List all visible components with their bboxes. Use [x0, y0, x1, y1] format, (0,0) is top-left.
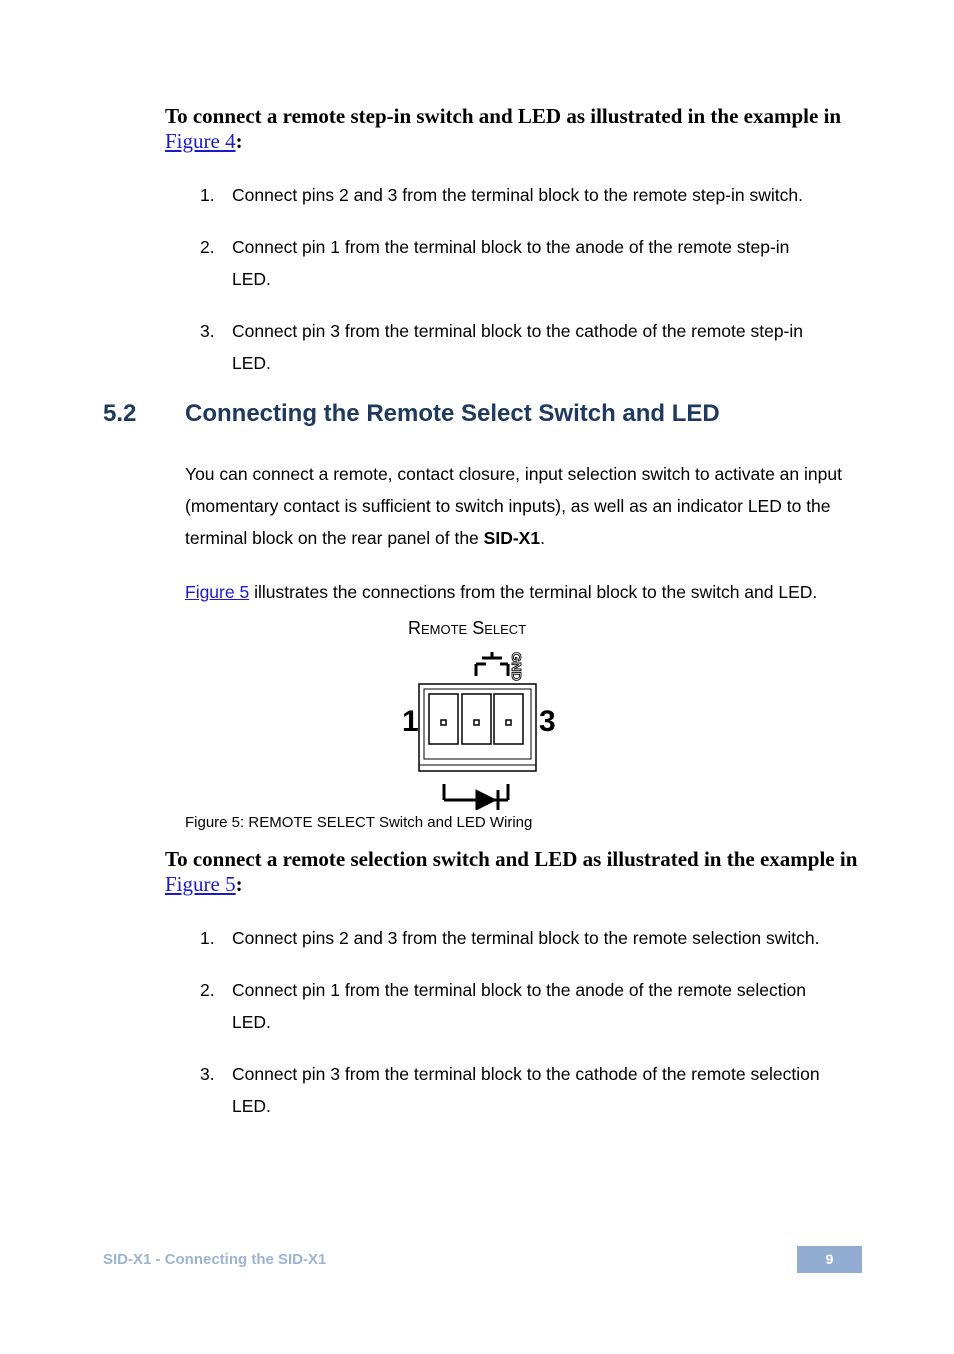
list-item [200, 231, 850, 295]
list-item [200, 1058, 850, 1122]
list-item [200, 974, 850, 1038]
switch-symbol-icon [476, 652, 508, 676]
selection-steps-list [200, 922, 850, 1122]
list-item [200, 179, 850, 211]
step-number: 3. [200, 321, 215, 341]
list-item [200, 315, 850, 379]
heading-colon: : [235, 129, 243, 153]
heading-text: To connect a remote selection switch and LED as illustrated in the example in [165, 847, 858, 871]
figure-5-link[interactable]: Figure 5 [165, 872, 236, 896]
pin-1-label: 1 [402, 705, 419, 738]
gnd-label: GND [509, 652, 524, 681]
step-number: 2. [200, 237, 215, 257]
selection-instructions-heading [165, 847, 865, 897]
step-text: Connect pins 2 and 3 from the terminal block to the remote selection switch. [232, 928, 820, 948]
step-in-instructions-heading [165, 104, 865, 154]
section-intro-paragraph [185, 458, 850, 554]
step-text: Connect pin 1 from the terminal block to the anode of the remote selection LED. [232, 980, 806, 1032]
section-number: 5.2 [103, 400, 137, 427]
heading-text: To connect a remote step-in switch and LED as illustrated in the example in [165, 104, 842, 128]
paragraph-text: You can connect a remote, contact closure, input selection switch to activate an input (momentary contact is sufficient to switch inputs), as well as an indicator LED to the terminal block on the rear panel of the [185, 464, 842, 548]
remote-select-wiring-figure [398, 618, 568, 810]
footer-document-title: SID-X1 - Connecting the SID-X1 [103, 1251, 327, 1268]
step-number: 1. [200, 928, 215, 948]
figure-caption: Figure 5: REMOTE SELECT Switch and LED Wiring [185, 814, 533, 831]
paragraph-text: illustrates the connections from the terminal block to the switch and LED. [249, 582, 818, 602]
section-heading [103, 400, 720, 428]
list-item [200, 922, 850, 954]
heading-colon: : [235, 872, 243, 896]
figure-5-link[interactable]: Figure 5 [185, 582, 250, 602]
step-text: Connect pin 1 from the terminal block to the anode of the remote step-in LED. [232, 237, 790, 289]
step-text: Connect pins 2 and 3 from the terminal block to the remote step-in switch. [232, 185, 803, 205]
product-name: SID-X1 [483, 528, 541, 548]
figure-title: Remote Select [408, 618, 527, 638]
figure-reference-paragraph [185, 576, 850, 608]
page-number: 9 [797, 1246, 862, 1273]
pin-3-label: 3 [539, 705, 556, 738]
led-diode-icon [444, 784, 508, 810]
step-text: Connect pin 3 from the terminal block to the cathode of the remote step-in LED. [232, 321, 804, 373]
step-number: 2. [200, 980, 215, 1000]
step-text: Connect pin 3 from the terminal block to the cathode of the remote selection LED. [232, 1064, 820, 1116]
step-number: 1. [200, 185, 215, 205]
step-in-steps-list [200, 179, 850, 379]
section-title: Connecting the Remote Select Switch and LED [185, 400, 720, 427]
step-number: 3. [200, 1064, 215, 1084]
figure-4-link[interactable]: Figure 4 [165, 129, 236, 153]
terminal-block-diagram [398, 618, 568, 810]
terminal-block-icon [419, 684, 536, 771]
paragraph-end: . [540, 528, 545, 548]
